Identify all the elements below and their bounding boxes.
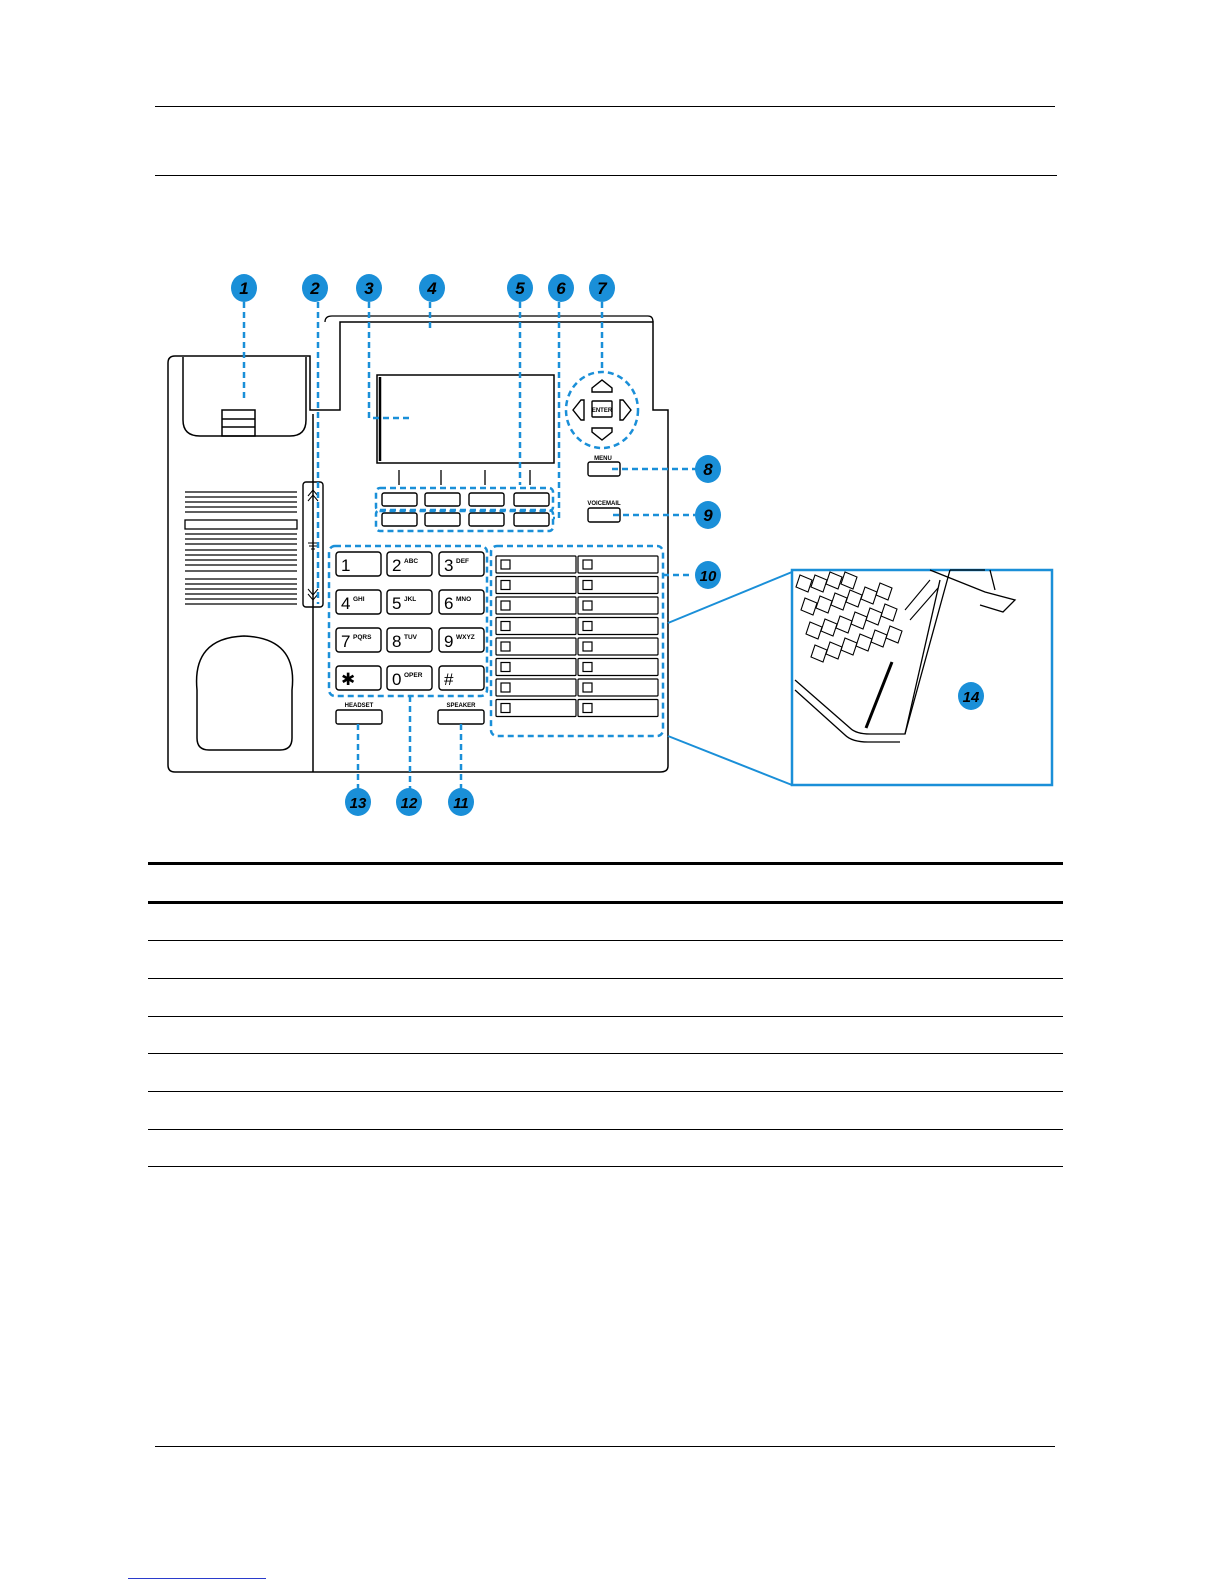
callout-number: 5 [515, 279, 525, 298]
enter-label: ENTER [591, 408, 613, 414]
footer-rule [155, 1446, 1055, 1447]
callout-number: 4 [427, 279, 437, 298]
table-row [148, 940, 1063, 941]
callout-number: 2 [310, 279, 320, 298]
programmable-key-led [583, 663, 592, 672]
keypad-digit: 0 [392, 670, 402, 689]
function-key-2[interactable] [425, 513, 460, 526]
callout-number: 1 [239, 279, 249, 298]
programmable-key[interactable] [496, 700, 576, 717]
nav-right-button[interactable] [620, 400, 631, 420]
programmable-key-led [583, 622, 592, 631]
programmable-key[interactable] [496, 659, 576, 676]
programmable-key-led [583, 601, 592, 610]
dial-keypad [336, 552, 484, 690]
table-header-rule [148, 862, 1063, 865]
keypad-digit: 1 [341, 556, 351, 575]
nav-up-button[interactable] [592, 380, 612, 392]
speaker-label: SPEAKER [446, 703, 476, 709]
keypad-digit: 7 [341, 632, 351, 651]
function-key-4[interactable] [514, 513, 549, 526]
function-key-1[interactable] [382, 513, 417, 526]
table-row [148, 1053, 1063, 1054]
voicemail-label: VOICEMAIL [587, 501, 621, 507]
programmable-key[interactable] [578, 597, 658, 614]
headset-button[interactable] [336, 710, 382, 724]
handset-cradle [183, 357, 306, 750]
keypad-letters: JKL [404, 596, 417, 603]
callout-number: 7 [597, 279, 607, 298]
nav-left-button[interactable] [573, 400, 584, 420]
programmable-key-led [501, 642, 510, 651]
programmable-key-led [501, 601, 510, 610]
callout-number: 3 [364, 279, 374, 298]
programmable-key-led [501, 663, 510, 672]
hook-switch [222, 410, 255, 436]
programmable-key[interactable] [496, 577, 576, 594]
callout-number: 14 [962, 689, 980, 706]
table-row [148, 1129, 1063, 1130]
keypad-letters: OPER [404, 672, 423, 679]
programmable-key[interactable] [578, 577, 658, 594]
keypad-digit: ✱ [341, 670, 356, 689]
programmable-key[interactable] [578, 659, 658, 676]
keypad-digit: 9 [444, 632, 454, 651]
keypad-digit: # [444, 670, 454, 689]
lcd-display [377, 375, 554, 485]
keypad-letters: MNO [456, 596, 472, 603]
programmable-key[interactable] [578, 618, 658, 635]
programmable-key-led [501, 704, 510, 713]
programmable-key-led [501, 581, 510, 590]
table-header-bottom-rule [148, 901, 1063, 904]
programmable-key-led [583, 704, 592, 713]
nav-down-button[interactable] [592, 428, 612, 440]
programmable-key[interactable] [578, 638, 658, 655]
programmable-key[interactable] [496, 638, 576, 655]
keypad-letters: GHI [353, 596, 365, 603]
keypad-digit: 2 [392, 556, 402, 575]
handset-earpiece-rest [197, 636, 293, 750]
keypad-digit: 6 [444, 594, 454, 613]
keypad-letters: ABC [404, 558, 419, 565]
programmable-key-led [583, 642, 592, 651]
menu-label: MENU [594, 456, 612, 462]
programmable-key-led [501, 560, 510, 569]
callout-number: 6 [556, 279, 566, 298]
table-row [148, 1166, 1063, 1167]
programmable-key[interactable] [496, 679, 576, 696]
keypad-letters: DEF [456, 558, 469, 565]
keypad-digit: 3 [444, 556, 454, 575]
table-row [148, 1016, 1063, 1017]
programmable-key-led [583, 683, 592, 692]
programmable-key[interactable] [496, 597, 576, 614]
function-key-3[interactable] [469, 513, 504, 526]
navigation-cluster [573, 380, 631, 440]
callout-number: 10 [699, 568, 717, 585]
keypad-letters: TUV [404, 634, 417, 641]
programmable-key[interactable] [578, 556, 658, 573]
soft-key-1[interactable] [382, 493, 417, 506]
keypad-letters: WXYZ [456, 634, 475, 641]
soft-key-4[interactable] [514, 493, 549, 506]
keypad-digit: 5 [392, 594, 402, 613]
speaker-grille [185, 492, 297, 604]
programmable-key-led [501, 683, 510, 692]
bottom-link-underline [128, 1578, 266, 1579]
callout-number: 8 [703, 460, 713, 479]
programmable-key-led [583, 560, 592, 569]
programmable-key[interactable] [496, 556, 576, 573]
inset-callout [668, 570, 1052, 785]
callout-number: 9 [703, 506, 713, 525]
callout-number: 13 [349, 795, 367, 812]
menu-voicemail-keys [587, 456, 621, 522]
callout-number: 11 [453, 795, 469, 812]
programmable-key[interactable] [578, 679, 658, 696]
programmable-key[interactable] [496, 618, 576, 635]
keypad-digit: 8 [392, 632, 402, 651]
programmable-keys [496, 556, 658, 717]
table-row [148, 1091, 1063, 1092]
programmable-key-led [583, 581, 592, 590]
soft-key-3[interactable] [469, 493, 504, 506]
table-row [148, 978, 1063, 979]
programmable-key[interactable] [578, 700, 658, 717]
speaker-button[interactable] [438, 710, 484, 724]
programmable-key-led [501, 622, 510, 631]
keypad-letters: PQRS [353, 634, 372, 641]
keypad-digit: 4 [341, 594, 351, 613]
callout-number: 12 [400, 795, 418, 812]
headset-label: HEADSET [344, 703, 374, 709]
soft-key-2[interactable] [425, 493, 460, 506]
